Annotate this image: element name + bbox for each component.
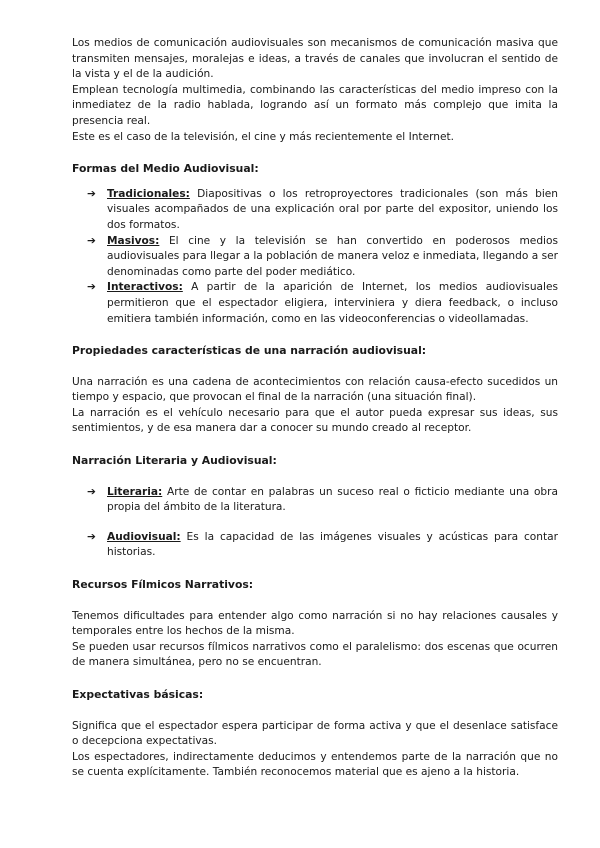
- term-label: Interactivos:: [107, 281, 183, 294]
- formas-item-masivos: [87, 234, 558, 281]
- arrow-right-icon: ➔: [87, 187, 96, 200]
- term-label: Tradicionales:: [107, 187, 190, 200]
- recursos-paragraph-2: Se pueden usar recursos fílmicos narrativos como el paralelismo: dos escenas que ocurren de manera simultánea, pero no se encuentran.: [72, 640, 558, 669]
- arrow-right-icon: ➔: [87, 485, 96, 498]
- term-description: Es la capacidad de las imágenes visuales y acústicas para contar historias.: [107, 530, 558, 559]
- propiedades-section: [72, 343, 558, 437]
- formas-list: [72, 187, 558, 327]
- expectativas-paragraph-1: Significa que el espectador espera participar de forma activa y que el desenlace satisface o decepciona expectativas.: [72, 719, 558, 748]
- term-description: A partir de la aparición de Internet, los medios audiovisuales permitieron que el espectador eligiera, interviniera y diera feedback, o incluso emitiera también información, como en las videoconferencias o videollamadas.: [107, 281, 559, 325]
- arrow-right-icon: ➔: [87, 530, 96, 543]
- narracion-list: [72, 485, 558, 561]
- term-description: Arte de contar en palabras un suceso real o ficticio mediante una obra propia del ámbito de la literatura.: [107, 485, 558, 514]
- narracion-heading: Narración Literaria y Audiovisual:: [72, 454, 277, 468]
- narracion-item-literaria: [87, 485, 558, 516]
- list-spacer: [87, 516, 558, 530]
- expectativas-paragraph-2: Los espectadores, indirectamente deducimos y entendemos parte de la narración que no se cuenta explícitamente. También reconocemos material que es ajeno a la historia.: [72, 750, 558, 779]
- arrow-right-icon: ➔: [87, 281, 96, 294]
- recursos-paragraph-1: Tenemos dificultades para entender algo como narración si no hay relaciones causales y temporales entre los hechos de la misma.: [72, 609, 558, 638]
- recursos-section: [72, 577, 558, 671]
- term-label: Literaria:: [107, 485, 163, 498]
- expectativas-heading: Expectativas básicas:: [72, 688, 204, 701]
- term-label: Audiovisual:: [107, 530, 181, 543]
- propiedades-heading: Propiedades características de una narración audiovisual:: [72, 344, 427, 358]
- intro-paragraph-3: Este es el caso de la televisión, el cine y más recientemente el Internet.: [72, 130, 455, 143]
- intro-paragraph-1: Los medios de comunicación audiovisuales son mecanismos de comunicación masiva que transmiten mensajes, moralejas e ideas, a través de canales que involucran el sentido de la vista y el de la audición.: [72, 37, 558, 81]
- term-description: Diapositivas o los retroproyectores tradicionales (son más bien visuales acompañados de una explicación oral por parte del expositor, uniendo los dos formatos.: [107, 187, 558, 231]
- term-label: Masivos:: [107, 234, 160, 247]
- formas-item-interactivos: [87, 280, 558, 327]
- narracion-section: [72, 453, 558, 561]
- formas-item-tradicionales: [87, 187, 558, 234]
- propiedades-paragraph-2: La narración es el vehículo necesario para que el autor pueda expresar sus ideas, sus sentimientos, y de esa manera dar a conocer su mundo creado al receptor.: [72, 406, 558, 435]
- intro-section: [72, 36, 558, 145]
- narracion-item-audiovisual: [87, 530, 558, 561]
- expectativas-section: [72, 687, 558, 781]
- document-page: [72, 36, 558, 781]
- formas-section: [72, 161, 558, 327]
- arrow-right-icon: ➔: [87, 234, 96, 247]
- term-description: El cine y la televisión se han convertido en poderosos medios audiovisuales para llegar a la población de manera veloz e inmediata, llegando a ser denominadas como parte del poder mediático.: [107, 234, 558, 278]
- recursos-heading: Recursos Fílmicos Narrativos:: [72, 578, 254, 592]
- formas-heading: Formas del Medio Audiovisual:: [72, 162, 259, 176]
- intro-paragraph-2: Emplean tecnología multimedia, combinando las características del medio impreso con la inmediatez de la radio hablada, logrando así un formato más complejo que imita la presencia real.: [72, 83, 558, 127]
- propiedades-paragraph-1: Una narración es una cadena de acontecimientos con relación causa-efecto sucedidos un tiempo y espacio, que provocan el final de la narración (una situación final).: [72, 375, 558, 404]
